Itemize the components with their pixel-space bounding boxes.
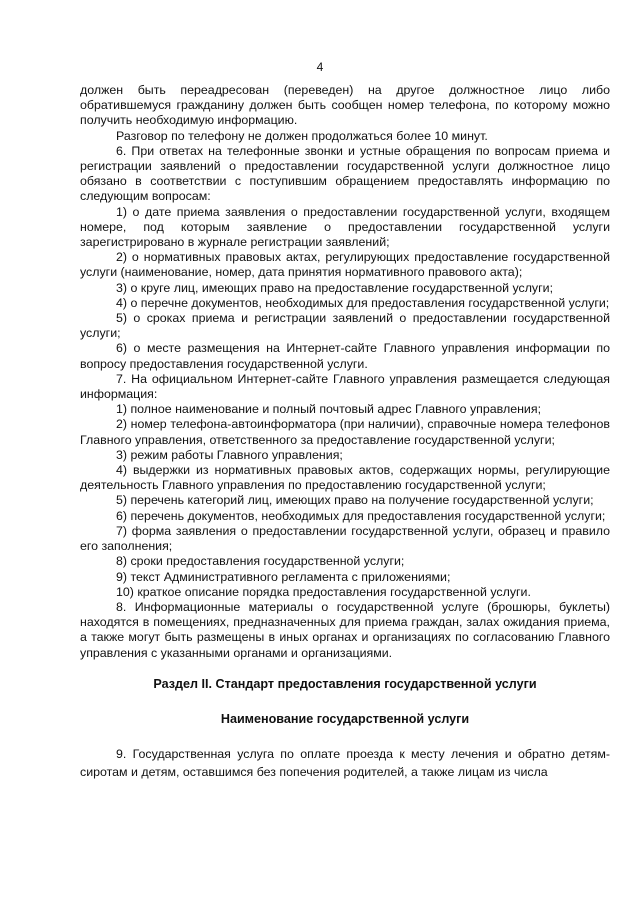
list-item: 1) полное наименование и полный почтовый адрес Главного управления;: [116, 402, 542, 417]
list-item: 6) о месте размещения на Интернет-сайте Главного управления информации по вопросу предоставления государственной услуги.: [80, 341, 610, 371]
list-item: 8) сроки предоставления государственной услуги;: [116, 554, 405, 569]
list-item: 10) краткое описание порядка предоставления государственной услуги.: [116, 584, 531, 599]
list-item: 4) выдержки из нормативных правовых актов, содержащих нормы, регулирующие деятельность Главного управления по предоставлению государственной услуги;: [80, 463, 610, 493]
subsection-heading: Наименование государственной услуги: [220, 711, 470, 726]
section-heading: Раздел II. Стандарт предоставления государственной услуги: [153, 676, 537, 691]
paragraph: 6. При ответах на телефонные звонки и устные обращения по вопросам приема и регистрации заявлений о предоставлении государственной услуги должностное лицо обязано в соответствии с поступившим обращением предоставлять информацию по следующим вопросам:: [80, 143, 610, 204]
paragraph: 8. Информационные материалы о государственной услуге (брошюры, буклеты) находятся в помещениях, предназначенных для приема граждан, залах ожидания приема, а также могут быть размещены в иных органах и организациях по согласованию Главного управления с указанными органами и организациями.: [80, 599, 610, 660]
list-item: 2) номер телефона-автоинформатора (при наличии), справочные номера телефонов Главного управления, ответственного за предоставление государственной услуги;: [80, 417, 610, 447]
list-item: 4) о перечне документов, необходимых для предоставления государственной услуги;: [116, 295, 610, 310]
list-item: 5) о сроках приема и регистрации заявлений о предоставлении государственной услуги;: [80, 311, 610, 341]
list-item: 9) текст Административного регламента с приложениями;: [116, 569, 451, 584]
list-item: 3) о круге лиц, имеющих право на предоставление государственной услуги;: [116, 280, 554, 295]
paragraph: должен быть переадресован (переведен) на другое должностное лицо либо обратившемуся гражданину должен быть сообщен номер телефона, по которому можно получить необходимую информацию.: [80, 83, 610, 128]
paragraph: Разговор по телефону не должен продолжаться более 10 минут.: [116, 128, 488, 143]
list-item: 3) режим работы Главного управления;: [116, 447, 343, 462]
paragraph: 9. Государственная услуга по оплате проезда к месту лечения и обратно детям-сиротам и детям, оставшимся без попечения родителей, а также лицам из числа: [80, 747, 610, 780]
list-item: 2) о нормативных правовых актах, регулирующих предоставление государственной услуги (наименование, номер, дата принятия нормативного правового акта);: [80, 250, 610, 280]
document-body: [80, 83, 610, 781]
list-item: 6) перечень документов, необходимых для предоставления государственной услуги;: [116, 508, 606, 523]
list-item: 7) форма заявления о предоставлении государственной услуги, образец и правило его заполнения;: [80, 523, 610, 554]
list-item: 1) о дате приема заявления о предоставлении государственной услуги, входящем номере, под которым заявление о предоставлении государственной услуги зарегистрировано в журнале регистрации заявлений;: [80, 204, 610, 250]
paragraph: 7. На официальном Интернет-сайте Главного управления размещается следующая информация:: [80, 371, 610, 402]
page-number: 4: [316, 60, 324, 74]
list-item: 5) перечень категорий лиц, имеющих право на получение государственной услуги;: [116, 493, 594, 508]
